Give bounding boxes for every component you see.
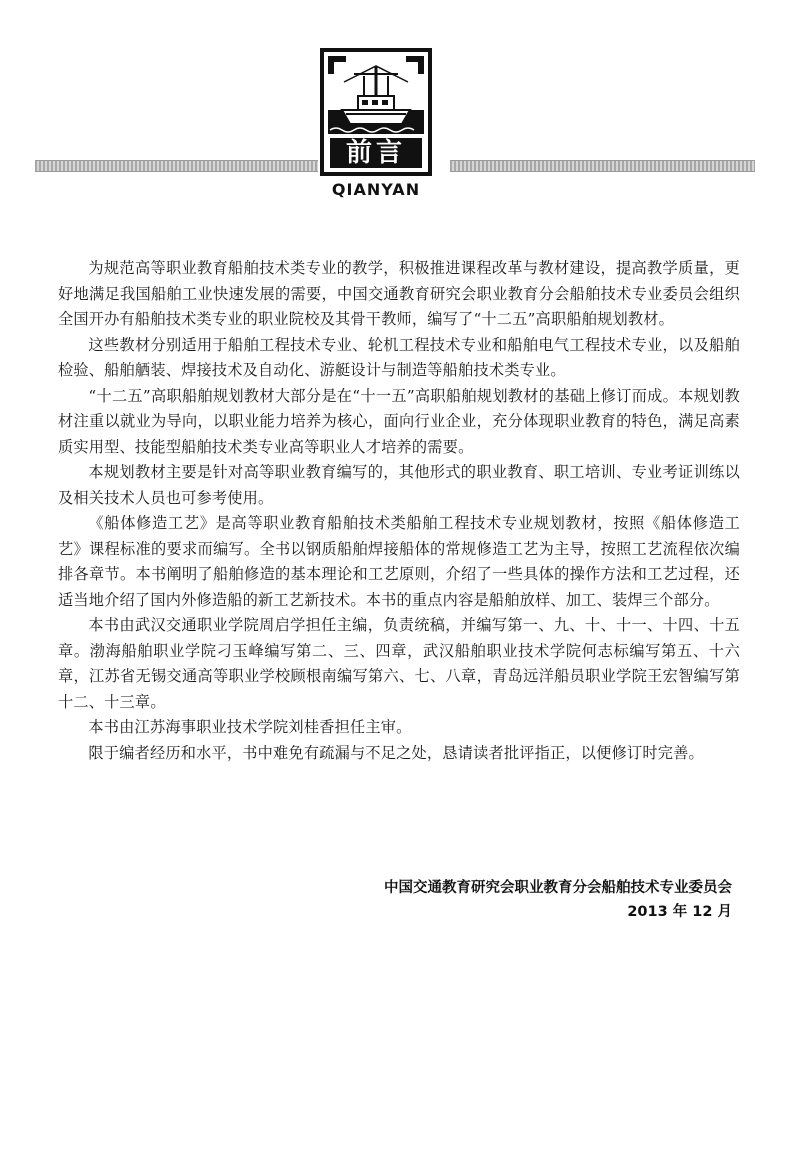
paragraph: 《船体修造工艺》是高等职业教育船舶技术类船舶工程技术专业规划教材，按照《船体修造工艺》课程标准的要求而编写。全书以钢质船舶焊接船体的常规修造工艺为主导，按照工艺流程依次编排各章节。本书阐明了船舶修造的基本理论和工艺原则，介绍了一些具体的操作方法和工艺过程，还适当地介绍了国内外修造船的新工艺新技术。本书的重点内容是船舶放样、加工、装焊三个部分。	[58, 514, 740, 609]
preface-logo	[320, 48, 432, 176]
preface-title: 前言	[330, 138, 422, 168]
signoff-organization: 中国交通教育研究会职业教育分会船舶技术专业委员会	[384, 880, 732, 896]
decorative-bar-left	[35, 160, 318, 172]
paragraph: 为规范高等职业教育船舶技术类专业的教学，积极推进课程改革与教材建设，提高教学质量，更好地满足我国船舶工业快速发展的需要，中国交通教育研究会职业教育分会船舶技术专业委员会组织全国开办有船舶技术类专业的职业院校及其骨干教师，编写了“十二五”高职船舶规划教材。	[58, 259, 740, 328]
paragraph: “十二五”高职船舶规划教材大部分是在“十一五”高职船舶规划教材的基础上修订而成。本规划教材注重以就业为导向，以职业能力培养为核心，面向行业企业，充分体现职业教育的特色，满足高素质实用型、技能型船舶技术类专业高等职业人才培养的需要。	[58, 386, 740, 456]
paragraph: 本书由江苏海事职业技术学院刘桂香担任主审。	[88, 718, 412, 736]
paragraph: 本规划教材主要是针对高等职业教育编写的，其他形式的职业教育、职工培训、专业考证训练以及相关技术人员也可参考使用。	[58, 463, 740, 507]
preface-header	[0, 0, 790, 220]
paragraph: 这些教材分别适用于船舶工程技术专业、轮机工程技术专业和船舶电气工程技术专业，以及船舶检验、船舶舾装、焊接技术及自动化、游艇设计与制造等船舶技术类专业。	[58, 335, 740, 379]
paragraph: 限于编者经历和水平，书中难免有疏漏与不足之处，恳请读者批评指正，以便修订时完善。	[88, 743, 704, 762]
signoff	[384, 876, 732, 924]
decorative-bar-right	[450, 160, 755, 172]
signoff-date: 2013 年 12 月	[627, 904, 732, 920]
preface-pinyin: QIANYAN	[331, 180, 421, 199]
paragraph: 本书由武汉交通职业学院周启学担任主编，负责统稿，并编写第一、九、十、十一、十四、十五章。渤海船舶职业学院刁玉峰编写第二、三、四章，武汉船舶职业技术学院何志标编写第五、十六章，江苏省无锡交通高等职业学校顾根南编写第六、七、八章，青岛远洋船员职业学院王宏智编写第十二、十三章。	[58, 616, 740, 711]
preface-body	[58, 256, 740, 766]
